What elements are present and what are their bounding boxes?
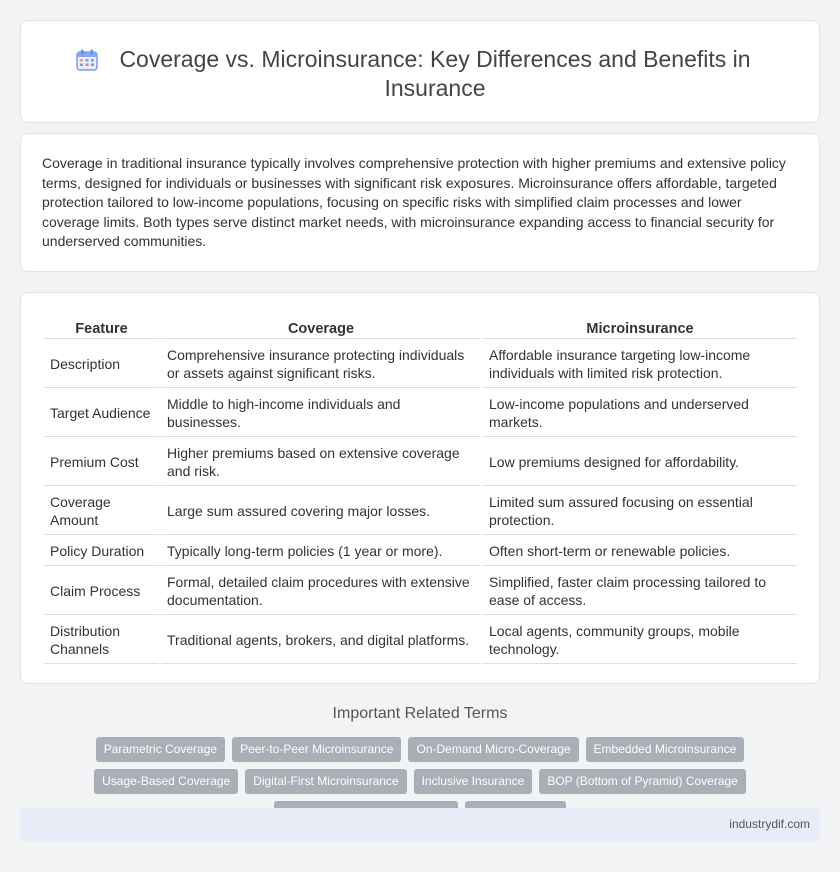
microinsurance-cell: Limited sum assured focusing on essential protection. [483, 488, 797, 535]
coverage-cell: Large sum assured covering major losses. [161, 488, 481, 535]
related-term-tag[interactable]: Digital-First Microinsurance [245, 769, 406, 794]
header-coverage: Coverage [161, 318, 481, 339]
related-term-tag[interactable]: On-Demand Micro-Coverage [408, 737, 578, 762]
related-term-tag[interactable]: Inclusive Insurance [414, 769, 533, 794]
header-microinsurance: Microinsurance [483, 318, 797, 339]
comparison-card [20, 292, 820, 684]
feature-cell: Target Audience [44, 390, 159, 437]
coverage-cell: Higher premiums based on extensive coverage and risk. [161, 439, 481, 486]
related-term-tag[interactable]: Embedded Microinsurance [586, 737, 745, 762]
table-row [44, 568, 797, 615]
feature-cell: Distribution Channels [44, 617, 159, 664]
table-row [44, 537, 797, 566]
coverage-cell: Middle to high-income individuals and businesses. [161, 390, 481, 437]
related-terms-title: Important Related Terms [332, 705, 508, 722]
table-header-row [44, 318, 797, 339]
page-title: Coverage vs. Microinsurance: Key Differences and Benefits in Insurance [119, 46, 751, 101]
table-row [44, 488, 797, 535]
microinsurance-cell: Low-income populations and underserved markets. [483, 390, 797, 437]
footer [20, 808, 820, 841]
microinsurance-cell: Simplified, faster claim processing tailored to ease of access. [483, 568, 797, 615]
coverage-cell: Traditional agents, brokers, and digital platforms. [161, 617, 481, 664]
table-row [44, 439, 797, 486]
feature-cell: Coverage Amount [44, 488, 159, 535]
table-row [44, 390, 797, 437]
table-row [44, 617, 797, 664]
related-term-tag[interactable]: Parametric Coverage [96, 737, 225, 762]
microinsurance-cell: Local agents, community groups, mobile technology. [483, 617, 797, 664]
related-term-tag[interactable]: Peer-to-Peer Microinsurance [232, 737, 401, 762]
microinsurance-cell: Low premiums designed for affordability. [483, 439, 797, 486]
title-card [20, 20, 820, 123]
intro-paragraph: Coverage in traditional insurance typically involves comprehensive protection with higher premiums and extensive policy terms, designed for individuals or businesses with significant risk exposures. Microinsurance offers affordable, targeted protection tailored to low-income populations, focusing on specific risks with simplified claim processes and lower coverage limits. Both types serve distinct market needs, with microinsurance expanding access to financial security for underserved communities. [42, 155, 786, 250]
coverage-cell: Comprehensive insurance protecting individuals or assets against significant risks. [161, 341, 481, 388]
intro-card [20, 133, 820, 272]
table-row [44, 341, 797, 388]
microinsurance-cell: Affordable insurance targeting low-income individuals with limited risk protection. [483, 341, 797, 388]
comparison-table [42, 316, 799, 666]
feature-cell: Policy Duration [44, 537, 159, 566]
footer-site-link[interactable]: industrydif.com [729, 817, 810, 831]
feature-cell: Claim Process [44, 568, 159, 615]
related-term-tag[interactable]: BOP (Bottom of Pyramid) Coverage [539, 769, 746, 794]
header-feature: Feature [44, 318, 159, 339]
feature-cell: Premium Cost [44, 439, 159, 486]
coverage-cell: Typically long-term policies (1 year or more). [161, 537, 481, 566]
feature-cell: Description [44, 341, 159, 388]
coverage-cell: Formal, detailed claim procedures with extensive documentation. [161, 568, 481, 615]
microinsurance-cell: Often short-term or renewable policies. [483, 537, 797, 566]
related-term-tag[interactable]: Usage-Based Coverage [94, 769, 238, 794]
